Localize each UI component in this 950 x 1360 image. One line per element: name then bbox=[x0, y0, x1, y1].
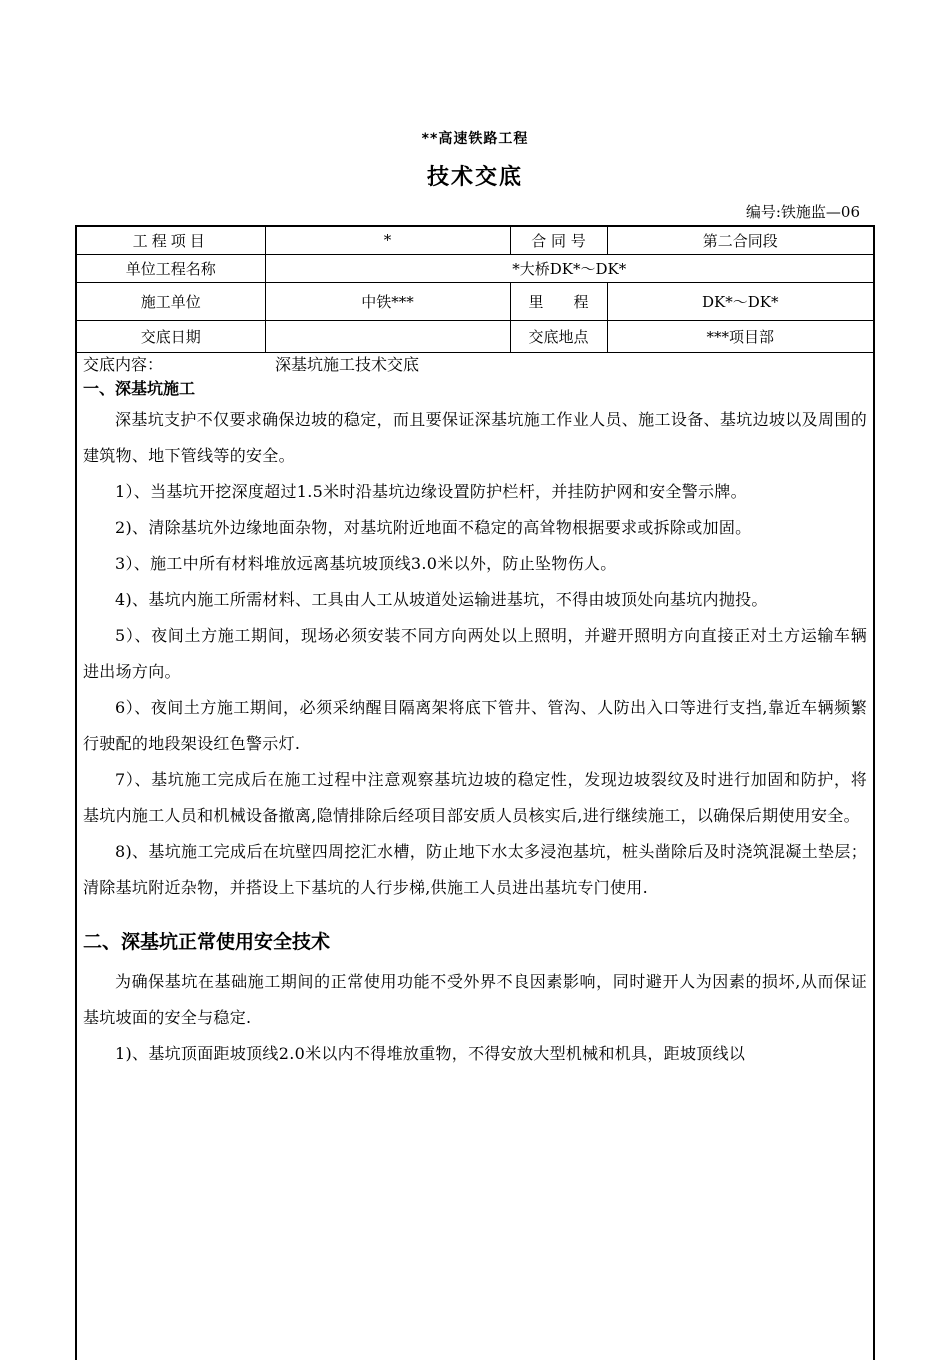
section2-paragraph: 1)、基坑顶面距坡顶线2.0米以内不得堆放重物，不得安放大型机械和机具，距坡顶线以 bbox=[115, 1044, 746, 1063]
info-row-unit bbox=[77, 254, 873, 282]
contract-label: 合 同 号 bbox=[510, 227, 607, 254]
mileage-label: 里 程 bbox=[510, 282, 607, 320]
project-title: **高速铁路工程 bbox=[421, 131, 529, 147]
location-value: ***项目部 bbox=[607, 320, 873, 352]
section2-paragraph: 为确保基坑在基础施工期间的正常使用功能不受外界不良因素影响，同时避开人为因素的损坏,从而保证基坑坡面的安全与稳定. bbox=[83, 972, 867, 1027]
contractor-label: 施工单位 bbox=[77, 282, 265, 320]
content-intro bbox=[83, 354, 867, 376]
document-title: 技术交底 bbox=[426, 165, 523, 190]
section1-paragraph: 3）、施工中所有材料堆放远离基坑坡顶线3.0米以外，防止坠物伤人。 bbox=[115, 554, 617, 573]
contract-value: 第二合同段 bbox=[607, 227, 873, 254]
section2-heading: 二、深基坑正常使用安全技术 bbox=[83, 931, 331, 953]
unit-project-label: 单位工程名称 bbox=[77, 254, 265, 282]
document-number: 编号:铁施监—06 bbox=[745, 203, 860, 221]
section1-paragraph: 7）、基坑施工完成后在施工过程中注意观察基坑边坡的稳定性，发现边坡裂纹及时进行加固和防护，将基坑内施工人员和机械设备撤离,隐情排除后经项目部安质人员核实后,进行继续施工，以确保后期使用安全。 bbox=[83, 770, 867, 825]
date-label: 交底日期 bbox=[77, 320, 265, 352]
section1-paragraph: 6）、夜间土方施工期间，必须采纳醒目隔离架将底下管井、管沟、人防出入口等进行支挡,靠近车辆频繁行驶配的地段架设红色警示灯. bbox=[83, 698, 867, 753]
location-label: 交底地点 bbox=[510, 320, 607, 352]
contractor-value: 中铁*** bbox=[265, 282, 510, 320]
content-subject: 深基坑施工技术交底 bbox=[275, 355, 420, 374]
section1-paragraph: 1）、当基坑开挖深度超过1.5米时沿基坑边缘设置防护栏杆，并挂防护网和安全警示牌。 bbox=[115, 482, 747, 501]
section1-paragraph: 4)、基坑内施工所需材料、工具由人工从坡道处运输进基坑，不得由坡顶处向基坑内抛投。 bbox=[115, 590, 768, 609]
section1-paragraph: 深基坑支护不仅要求确保边坡的稳定，而且要保证深基坑施工作业人员、施工设备、基坑边坡以及周围的建筑物、地下管线等的安全。 bbox=[83, 410, 867, 465]
project-label: 工程项目 bbox=[77, 227, 265, 254]
document-frame bbox=[75, 225, 875, 1360]
section1-paragraph: 8)、基坑施工完成后在坑壁四周挖汇水槽，防止地下水太多浸泡基坑，桩头凿除后及时浇筑混凝土垫层；清除基坑附近杂物，并搭设上下基坑的人行步梯,供施工人员进出基坑专门使用. bbox=[83, 842, 867, 897]
section1-paragraph: 2)、清除基坑外边缘地面杂物，对基坑附近地面不稳定的高耸物根据要求或拆除或加固。 bbox=[115, 518, 752, 537]
date-value bbox=[265, 320, 510, 352]
info-table bbox=[77, 227, 873, 353]
section1-paragraph: 5）、夜间土方施工期间，现场必须安装不同方向两处以上照明，并避开照明方向直接正对土方运输车辆进出场方向。 bbox=[83, 626, 867, 681]
unit-project-value: *大桥DK*～DK* bbox=[265, 254, 873, 282]
content-area bbox=[83, 354, 867, 1072]
mileage-value: DK*～DK* bbox=[607, 282, 873, 320]
project-value: * bbox=[265, 227, 510, 254]
section1-heading: 一、深基坑施工 bbox=[83, 379, 196, 398]
content-label: 交底内容： bbox=[83, 355, 164, 374]
info-row-date bbox=[77, 320, 873, 352]
info-row-contractor bbox=[77, 282, 873, 320]
info-row-project bbox=[77, 227, 873, 254]
